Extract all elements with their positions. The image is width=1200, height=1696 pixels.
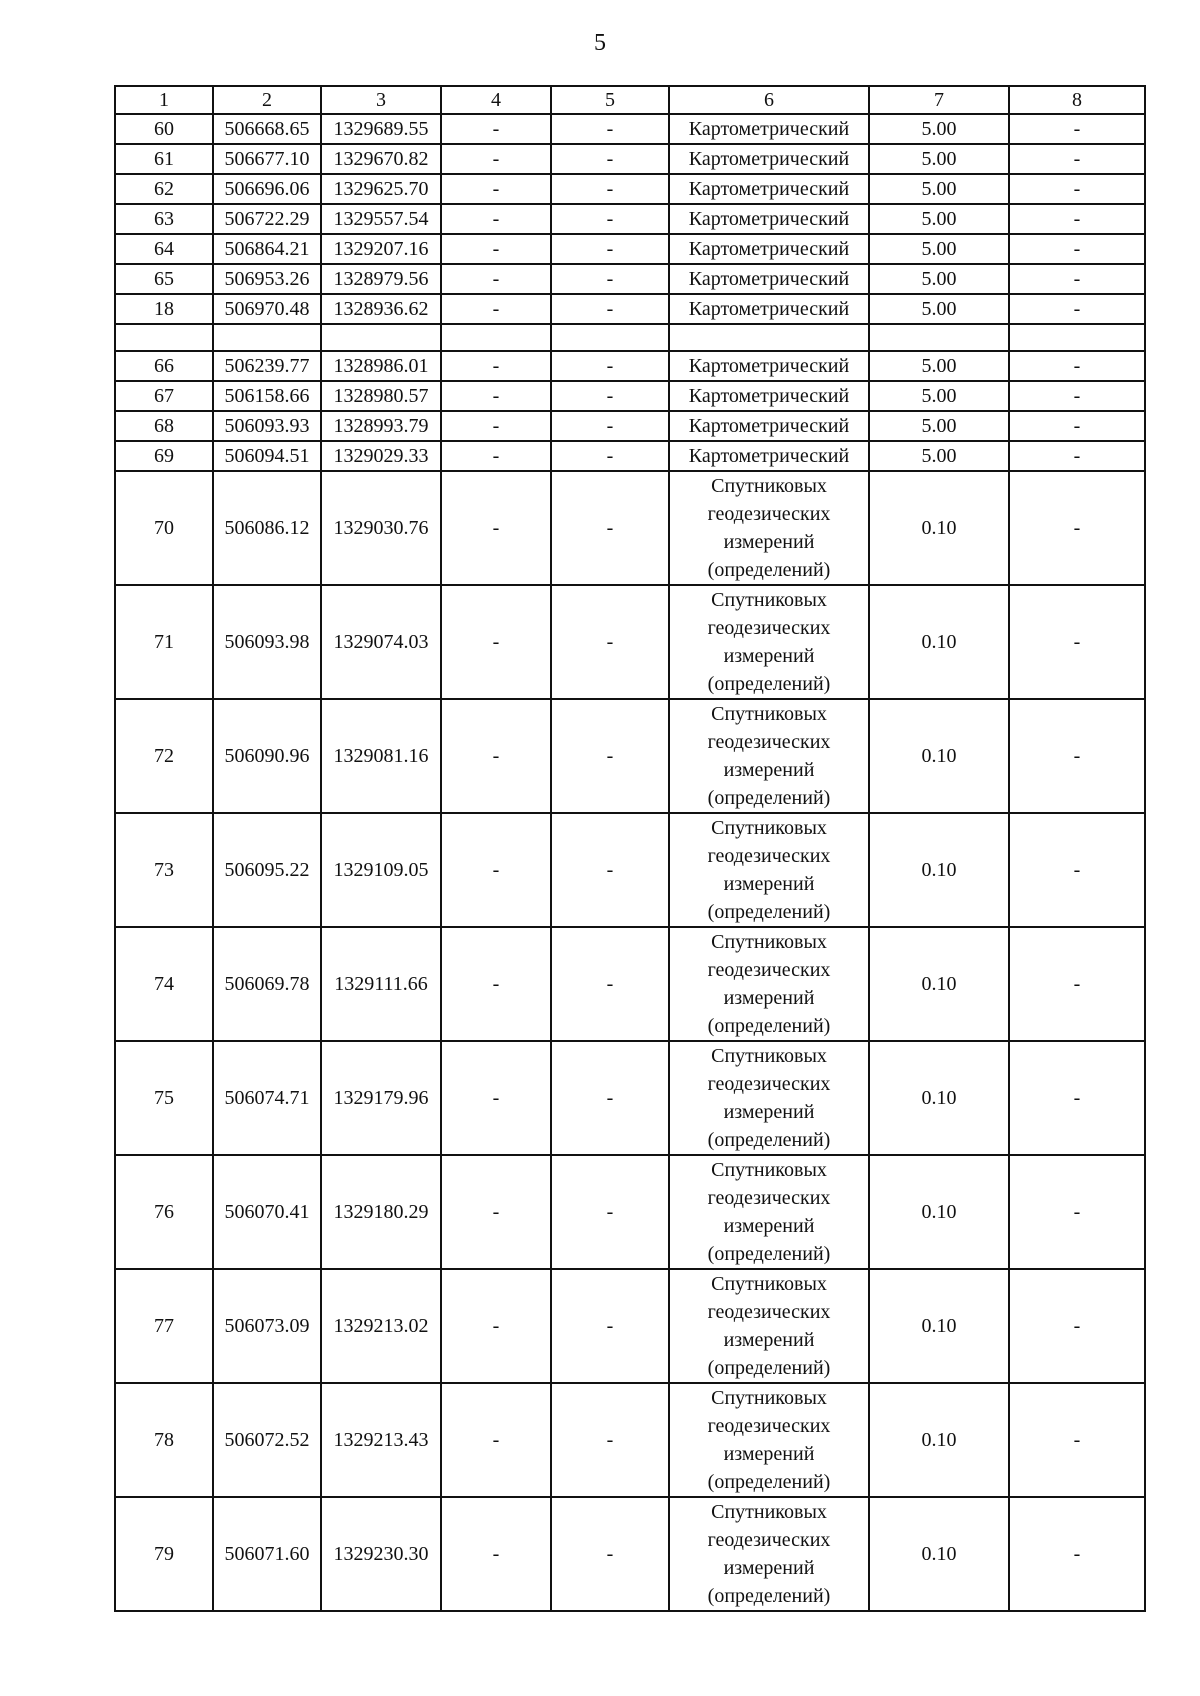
col8-cell: - — [1009, 471, 1145, 585]
y-coordinate-cell: 1329111.66 — [321, 927, 441, 1041]
col5-cell: - — [551, 1497, 669, 1611]
table-row — [115, 813, 1145, 927]
point-number-cell: 70 — [115, 471, 213, 585]
method-cell: Спутниковых геодезических измерений (определений) — [669, 1041, 869, 1155]
accuracy-cell: 0.10 — [869, 1497, 1009, 1611]
col4-cell: - — [441, 264, 551, 294]
x-coordinate-cell: 506093.93 — [213, 411, 321, 441]
accuracy-cell — [869, 324, 1009, 351]
col5-cell: - — [551, 1041, 669, 1155]
table-row — [115, 144, 1145, 174]
accuracy-cell: 5.00 — [869, 264, 1009, 294]
accuracy-cell: 5.00 — [869, 234, 1009, 264]
col8-cell: - — [1009, 351, 1145, 381]
col4-cell — [441, 324, 551, 351]
col4-cell: - — [441, 1497, 551, 1611]
accuracy-cell: 5.00 — [869, 294, 1009, 324]
col4-cell: - — [441, 813, 551, 927]
col4-cell: - — [441, 411, 551, 441]
point-number-cell: 18 — [115, 294, 213, 324]
point-number-cell: 73 — [115, 813, 213, 927]
column-header: 1 — [115, 86, 213, 114]
coordinates-table — [114, 85, 1146, 1612]
table-row — [115, 1383, 1145, 1497]
point-number-cell: 68 — [115, 411, 213, 441]
table-row — [115, 1041, 1145, 1155]
col5-cell: - — [551, 441, 669, 471]
y-coordinate-cell: 1329030.76 — [321, 471, 441, 585]
table-row — [115, 264, 1145, 294]
col8-cell: - — [1009, 174, 1145, 204]
x-coordinate-cell: 506864.21 — [213, 234, 321, 264]
col8-cell: - — [1009, 813, 1145, 927]
y-coordinate-cell: 1329180.29 — [321, 1155, 441, 1269]
x-coordinate-cell: 506069.78 — [213, 927, 321, 1041]
column-header: 5 — [551, 86, 669, 114]
table-body — [115, 86, 1145, 1611]
method-cell: Спутниковых геодезических измерений (определений) — [669, 927, 869, 1041]
col8-cell: - — [1009, 1497, 1145, 1611]
col8-cell: - — [1009, 585, 1145, 699]
point-number-cell: 72 — [115, 699, 213, 813]
method-cell — [669, 324, 869, 351]
x-coordinate-cell: 506070.41 — [213, 1155, 321, 1269]
y-coordinate-cell: 1329207.16 — [321, 234, 441, 264]
x-coordinate-cell: 506696.06 — [213, 174, 321, 204]
point-number-cell: 67 — [115, 381, 213, 411]
point-number-cell: 61 — [115, 144, 213, 174]
point-number-cell: 74 — [115, 927, 213, 1041]
point-number-cell: 60 — [115, 114, 213, 144]
col4-cell: - — [441, 234, 551, 264]
col4-cell: - — [441, 114, 551, 144]
col5-cell: - — [551, 813, 669, 927]
col8-cell: - — [1009, 1041, 1145, 1155]
y-coordinate-cell: 1329213.02 — [321, 1269, 441, 1383]
table-row — [115, 585, 1145, 699]
x-coordinate-cell: 506094.51 — [213, 441, 321, 471]
column-header: 6 — [669, 86, 869, 114]
point-number-cell: 78 — [115, 1383, 213, 1497]
table-row — [115, 1155, 1145, 1269]
x-coordinate-cell: 506722.29 — [213, 204, 321, 234]
accuracy-cell: 5.00 — [869, 204, 1009, 234]
accuracy-cell: 5.00 — [869, 441, 1009, 471]
col5-cell: - — [551, 1269, 669, 1383]
col4-cell: - — [441, 351, 551, 381]
point-number-cell: 79 — [115, 1497, 213, 1611]
point-number-cell: 66 — [115, 351, 213, 381]
accuracy-cell: 5.00 — [869, 351, 1009, 381]
col5-cell: - — [551, 927, 669, 1041]
table-row — [115, 294, 1145, 324]
point-number-cell — [115, 324, 213, 351]
accuracy-cell: 5.00 — [869, 114, 1009, 144]
method-cell: Картометрический — [669, 174, 869, 204]
method-cell: Картометрический — [669, 204, 869, 234]
col4-cell: - — [441, 1269, 551, 1383]
x-coordinate-cell: 506668.65 — [213, 114, 321, 144]
method-cell: Спутниковых геодезических измерений (определений) — [669, 471, 869, 585]
method-cell: Картометрический — [669, 294, 869, 324]
col8-cell: - — [1009, 264, 1145, 294]
x-coordinate-cell: 506074.71 — [213, 1041, 321, 1155]
col5-cell: - — [551, 471, 669, 585]
y-coordinate-cell: 1328986.01 — [321, 351, 441, 381]
table-row — [115, 114, 1145, 144]
col5-cell — [551, 324, 669, 351]
y-coordinate-cell: 1329625.70 — [321, 174, 441, 204]
table-row — [115, 699, 1145, 813]
y-coordinate-cell: 1329074.03 — [321, 585, 441, 699]
col4-cell: - — [441, 1383, 551, 1497]
method-cell: Картометрический — [669, 234, 869, 264]
x-coordinate-cell: 506073.09 — [213, 1269, 321, 1383]
col5-cell: - — [551, 411, 669, 441]
x-coordinate-cell: 506953.26 — [213, 264, 321, 294]
point-number-cell: 75 — [115, 1041, 213, 1155]
point-number-cell: 69 — [115, 441, 213, 471]
method-cell: Картометрический — [669, 144, 869, 174]
table-row — [115, 381, 1145, 411]
x-coordinate-cell: 506239.77 — [213, 351, 321, 381]
col8-cell: - — [1009, 294, 1145, 324]
col5-cell: - — [551, 294, 669, 324]
col4-cell: - — [441, 1155, 551, 1269]
col8-cell: - — [1009, 381, 1145, 411]
col4-cell: - — [441, 699, 551, 813]
table-row — [115, 927, 1145, 1041]
y-coordinate-cell: 1329670.82 — [321, 144, 441, 174]
method-cell: Картометрический — [669, 381, 869, 411]
point-number-cell: 65 — [115, 264, 213, 294]
y-coordinate-cell: 1329230.30 — [321, 1497, 441, 1611]
y-coordinate-cell: 1329557.54 — [321, 204, 441, 234]
x-coordinate-cell — [213, 324, 321, 351]
y-coordinate-cell: 1329029.33 — [321, 441, 441, 471]
x-coordinate-cell: 506090.96 — [213, 699, 321, 813]
table-row — [115, 441, 1145, 471]
accuracy-cell: 0.10 — [869, 1155, 1009, 1269]
col5-cell: - — [551, 114, 669, 144]
col5-cell: - — [551, 585, 669, 699]
y-coordinate-cell — [321, 324, 441, 351]
table-row — [115, 351, 1145, 381]
table-row — [115, 471, 1145, 585]
col4-cell: - — [441, 174, 551, 204]
point-number-cell: 64 — [115, 234, 213, 264]
y-coordinate-cell: 1329109.05 — [321, 813, 441, 927]
method-cell: Картометрический — [669, 264, 869, 294]
point-number-cell: 76 — [115, 1155, 213, 1269]
y-coordinate-cell: 1329689.55 — [321, 114, 441, 144]
col4-cell: - — [441, 441, 551, 471]
table-header-row — [115, 86, 1145, 114]
col5-cell: - — [551, 234, 669, 264]
accuracy-cell: 0.10 — [869, 1269, 1009, 1383]
col8-cell: - — [1009, 441, 1145, 471]
x-coordinate-cell: 506095.22 — [213, 813, 321, 927]
column-header: 8 — [1009, 86, 1145, 114]
col8-cell: - — [1009, 144, 1145, 174]
column-header: 4 — [441, 86, 551, 114]
col5-cell: - — [551, 174, 669, 204]
y-coordinate-cell: 1329213.43 — [321, 1383, 441, 1497]
col5-cell: - — [551, 144, 669, 174]
point-number-cell: 71 — [115, 585, 213, 699]
accuracy-cell: 5.00 — [869, 381, 1009, 411]
method-cell: Спутниковых геодезических измерений (определений) — [669, 699, 869, 813]
page-number: 5 — [594, 30, 606, 56]
point-number-cell: 62 — [115, 174, 213, 204]
method-cell: Спутниковых геодезических измерений (определений) — [669, 1155, 869, 1269]
col4-cell: - — [441, 144, 551, 174]
point-number-cell: 63 — [115, 204, 213, 234]
col8-cell: - — [1009, 114, 1145, 144]
table-row — [115, 411, 1145, 441]
col4-cell: - — [441, 927, 551, 1041]
col8-cell: - — [1009, 927, 1145, 1041]
col8-cell: - — [1009, 1155, 1145, 1269]
x-coordinate-cell: 506970.48 — [213, 294, 321, 324]
col8-cell: - — [1009, 1269, 1145, 1383]
col5-cell: - — [551, 1383, 669, 1497]
x-coordinate-cell: 506072.52 — [213, 1383, 321, 1497]
method-cell: Картометрический — [669, 114, 869, 144]
col5-cell: - — [551, 204, 669, 234]
column-header: 3 — [321, 86, 441, 114]
column-header: 7 — [869, 86, 1009, 114]
table-row — [115, 204, 1145, 234]
x-coordinate-cell: 506158.66 — [213, 381, 321, 411]
accuracy-cell: 0.10 — [869, 927, 1009, 1041]
accuracy-cell: 5.00 — [869, 411, 1009, 441]
method-cell: Спутниковых геодезических измерений (определений) — [669, 1269, 869, 1383]
col4-cell: - — [441, 585, 551, 699]
col8-cell: - — [1009, 1383, 1145, 1497]
col8-cell: - — [1009, 234, 1145, 264]
y-coordinate-cell: 1328979.56 — [321, 264, 441, 294]
accuracy-cell: 0.10 — [869, 1383, 1009, 1497]
method-cell: Спутниковых геодезических измерений (определений) — [669, 585, 869, 699]
method-cell: Спутниковых геодезических измерений (определений) — [669, 813, 869, 927]
x-coordinate-cell: 506677.10 — [213, 144, 321, 174]
x-coordinate-cell: 506071.60 — [213, 1497, 321, 1611]
table-row — [115, 1269, 1145, 1383]
col4-cell: - — [441, 1041, 551, 1155]
accuracy-cell: 0.10 — [869, 813, 1009, 927]
col8-cell: - — [1009, 204, 1145, 234]
y-coordinate-cell: 1329179.96 — [321, 1041, 441, 1155]
table-row — [115, 174, 1145, 204]
table-row — [115, 1497, 1145, 1611]
x-coordinate-cell: 506086.12 — [213, 471, 321, 585]
accuracy-cell: 0.10 — [869, 699, 1009, 813]
table-row — [115, 324, 1145, 351]
accuracy-cell: 0.10 — [869, 471, 1009, 585]
method-cell: Картометрический — [669, 411, 869, 441]
accuracy-cell: 0.10 — [869, 1041, 1009, 1155]
point-number-cell: 77 — [115, 1269, 213, 1383]
y-coordinate-cell: 1328936.62 — [321, 294, 441, 324]
col5-cell: - — [551, 381, 669, 411]
col4-cell: - — [441, 204, 551, 234]
accuracy-cell: 5.00 — [869, 174, 1009, 204]
col8-cell: - — [1009, 411, 1145, 441]
col5-cell: - — [551, 264, 669, 294]
method-cell: Спутниковых геодезических измерений (определений) — [669, 1383, 869, 1497]
method-cell: Картометрический — [669, 441, 869, 471]
accuracy-cell: 0.10 — [869, 585, 1009, 699]
y-coordinate-cell: 1328980.57 — [321, 381, 441, 411]
col4-cell: - — [441, 381, 551, 411]
x-coordinate-cell: 506093.98 — [213, 585, 321, 699]
y-coordinate-cell: 1328993.79 — [321, 411, 441, 441]
col5-cell: - — [551, 1155, 669, 1269]
col8-cell — [1009, 324, 1145, 351]
col5-cell: - — [551, 699, 669, 813]
col4-cell: - — [441, 294, 551, 324]
y-coordinate-cell: 1329081.16 — [321, 699, 441, 813]
method-cell: Картометрический — [669, 351, 869, 381]
column-header: 2 — [213, 86, 321, 114]
col4-cell: - — [441, 471, 551, 585]
col5-cell: - — [551, 351, 669, 381]
accuracy-cell: 5.00 — [869, 144, 1009, 174]
table-row — [115, 234, 1145, 264]
method-cell: Спутниковых геодезических измерений (определений) — [669, 1497, 869, 1611]
col8-cell: - — [1009, 699, 1145, 813]
